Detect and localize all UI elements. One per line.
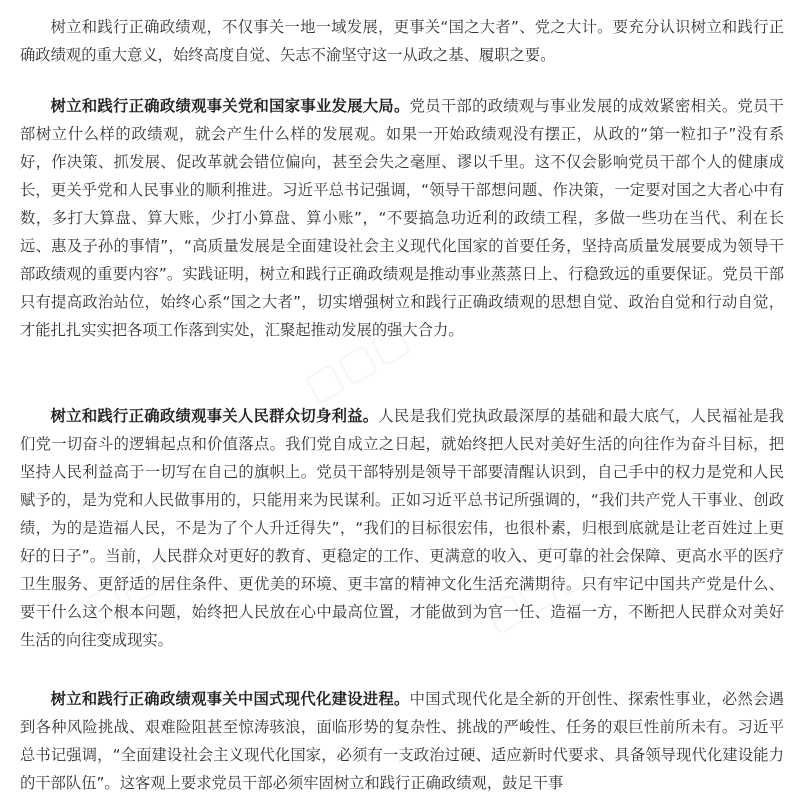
paragraph-text: 树立和践行正确政绩观，不仅事关一地一域发展，更事关“国之大者”、党之大计。要充分认识树立和践行正确政绩观的重大意义，始终高度自觉、矢志不渝坚守这一从政之基、履职之要。 <box>20 18 784 64</box>
paragraph-modernization <box>20 685 784 797</box>
paragraph-people-interest <box>20 402 784 654</box>
paragraph-lead: 树立和践行正确政绩观事关中国式现代化建设进程。 <box>50 690 410 708</box>
paragraph-text: 人民是我们党执政最深厚的基础和最大底气，人民福祉是我们党一切奋斗的逻辑起点和价值落点。我们党自成立之日起，就始终把人民对美好生活的向往作为奋斗目标，把坚持人民利益高于一切写在自己的旗帜上。党员干部特别是领导干部要清醒认识到，自己手中的权力是党和人民赋予的，是为党和人民做事用的，只能用来为民谋利。正如习近平总书记所强调的，“我们共产党人干事业、创政绩，为的是造福人民，不是为了个人升迁得失”，“我们的目标很宏伟，也很朴素，归根到底就是让老百姓过上更好的日子”。当前，人民群众对更好的教育、更稳定的工作、更满意的收入、更可靠的社会保障、更高水平的医疗卫生服务、更舒适的居住条件、更优美的环境、更丰富的精神文化生活充满期待。只有牢记中国共产党是什么、要干什么这个根本问题，始终把人民放在心中最高位置，才能做到为官一任、造福一方，不断把人民群众对美好生活的向往变成现实。 <box>20 407 784 649</box>
paragraph-text: 党员干部的政绩观与事业发展的成效紧密相关。党员干部树立什么样的政绩观，就会产生什么样的发展观。如果一开始政绩观没有摆正，从政的“第一粒扣子”没有系好，作决策、抓发展、促改革就会错位偏向，甚至会失之毫厘、谬以千里。这不仅会影响党员干部个人的健康成长，更关乎党和人民事业的顺利推进。习近平总书记强调，“领导干部想问题、作决策，一定要对国之大者心中有数，多打大算盘、算大账，少打小算盘、算小账”，“不要搞急功近利的政绩工程，多做一些功在当代、利在长远、惠及子孙的事情”，“高质量发展是全面建设社会主义现代化国家的首要任务，坚持高质量发展要成为领导干部政绩观的重要内容”。实践证明，树立和践行正确政绩观是推动事业蒸蒸日上、行稳致远的重要保证。党员干部只有提高政治站位，始终心系“国之大者”，切实增强树立和践行正确政绩观的思想自觉、政治自觉和行动自觉，才能扎扎实实把各项工作落到实处，汇聚起推动发展的强大合力。 <box>20 97 784 339</box>
paragraph-text: 中国式现代化是全新的开创性、探索性事业，必然会遇到各种风险挑战、艰难险阻甚至惊涛骇浪，面临形势的复杂性、挑战的严峻性、任务的艰巨性前所未有。习近平总书记强调，“全面建设社会主义现代化国家，必须有一支政治过硬、适应新时代要求、具备领导现代化建设能力的干部队伍”。这客观上要求党员干部必须牢固树立和践行正确政绩观，鼓足干事 <box>20 690 784 792</box>
paragraph-intro <box>20 13 784 69</box>
paragraph-lead: 树立和践行正确政绩观事关人民群众切身利益。 <box>50 407 379 425</box>
paragraph-lead: 树立和践行正确政绩观事关党和国家事业发展大局。 <box>50 97 410 115</box>
paragraph-party-cause <box>20 92 784 344</box>
